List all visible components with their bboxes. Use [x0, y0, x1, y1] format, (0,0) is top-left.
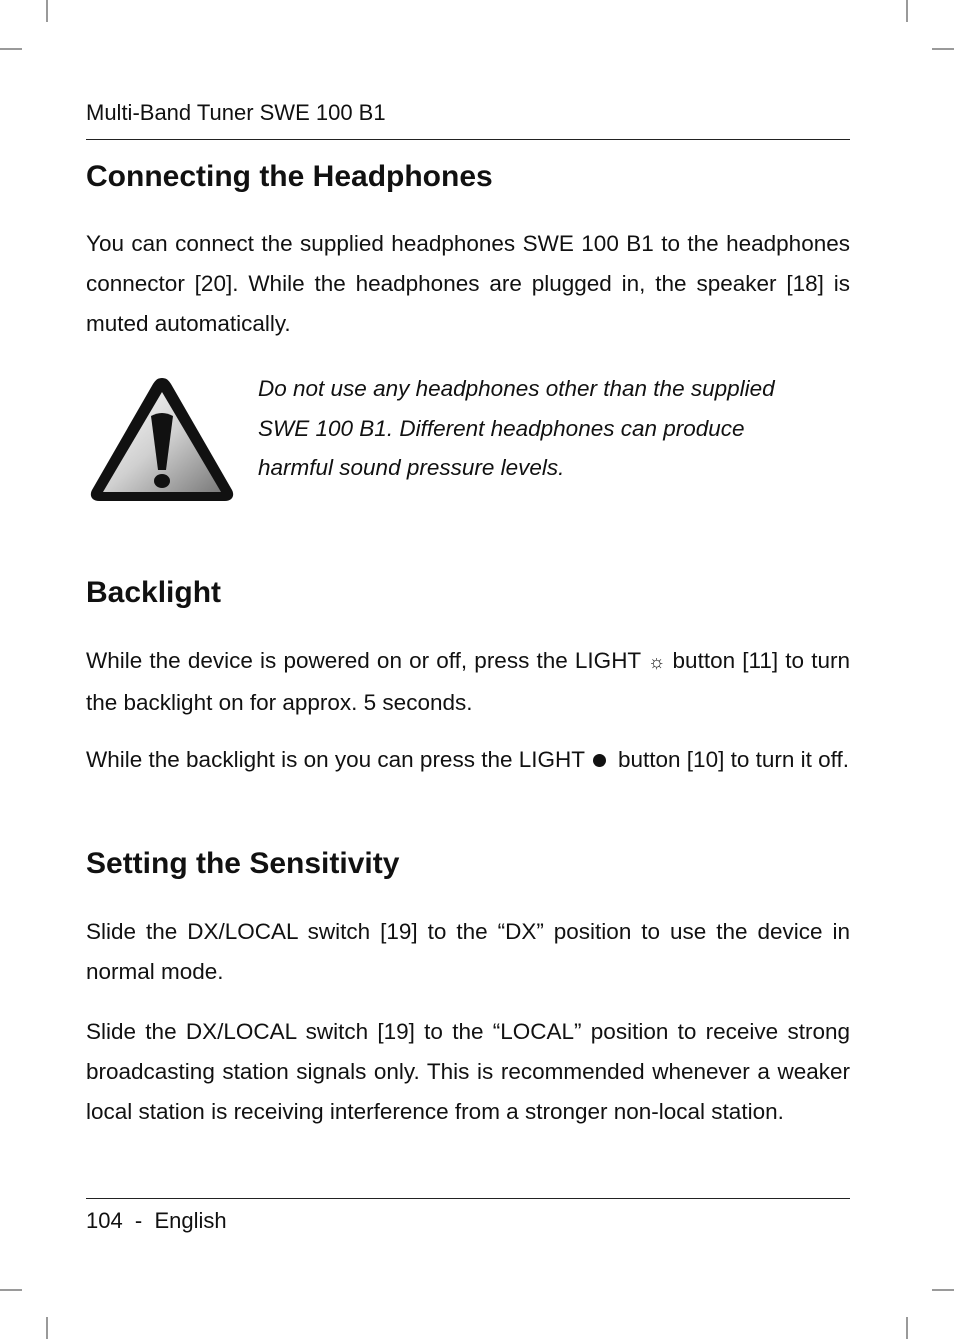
header-rule [86, 139, 850, 140]
crop-mark [906, 1317, 908, 1339]
heading-sensitivity: Setting the Sensitivity [86, 847, 400, 880]
heading-connecting-headphones: Connecting the Headphones [86, 160, 493, 193]
paragraph-dx-mode: Slide the DX/LOCAL switch [19] to the “DX” position to use the device in normal mode. [86, 919, 850, 984]
page-number-footer: 104 - English [86, 1208, 227, 1233]
crop-mark [46, 1317, 48, 1339]
backlight-on-text-end: button [11] to turn the backlight on for approx. 5 seconds. [86, 648, 850, 715]
paragraph-local-mode: Slide the DX/LOCAL switch [19] to the “LOCAL” position to receive strong broadcasting station signals only. This is recommended whenever a weaker local station is receiving interference from a stronger non-local station. [86, 1019, 850, 1124]
running-header: Multi-Band Tuner SWE 100 B1 [86, 100, 386, 125]
crop-mark [46, 0, 48, 22]
warning-triangle-icon [88, 374, 236, 504]
backlight-off-text-end: button [10] to turn it off. [618, 747, 849, 772]
sun-icon: ☼ [647, 652, 666, 673]
backlight-off-text-start: While the backlight is on you can press the LIGHT [86, 747, 585, 772]
crop-mark [932, 1289, 954, 1291]
crop-mark [0, 48, 22, 50]
backlight-on-text-start: While the device is powered on or off, press the LIGHT [86, 648, 641, 673]
paragraph-headphones: You can connect the supplied headphones SWE 100 B1 to the headphones connector [20]. While the headphones are plugged in, the speaker [18] is muted automatically. [86, 231, 850, 336]
crop-mark [906, 0, 908, 22]
crop-mark [932, 48, 954, 50]
crop-mark [0, 1289, 22, 1291]
paragraph-backlight-off [86, 740, 850, 780]
heading-backlight: Backlight [86, 576, 222, 609]
footer-rule [86, 1198, 850, 1199]
warning-text: Do not use any headphones other than the supplied SWE 100 B1. Different headphones can produce harmful sound pressure levels. [258, 376, 775, 480]
paragraph-backlight-on [86, 641, 850, 723]
dot-icon [593, 754, 606, 767]
